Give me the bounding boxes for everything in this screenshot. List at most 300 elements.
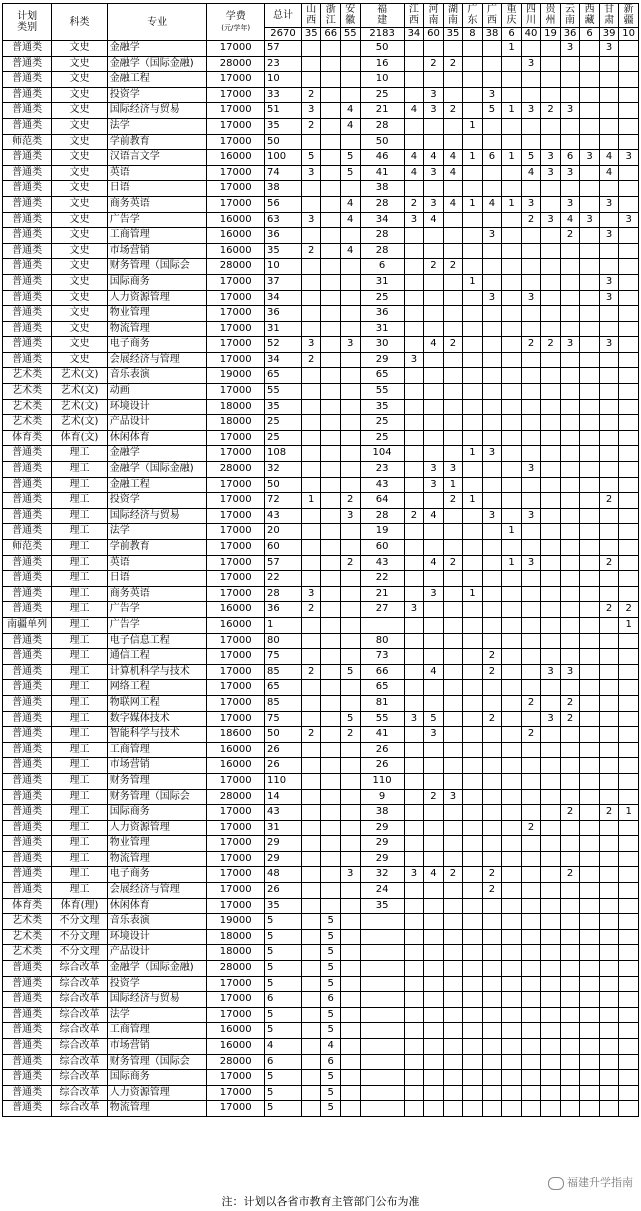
province-cell — [599, 1070, 619, 1086]
province-cell — [580, 680, 600, 696]
province-cell — [404, 992, 424, 1008]
plan-type-cell: 艺术类 — [3, 914, 52, 930]
province-cell — [321, 446, 341, 462]
province-cell — [340, 415, 360, 431]
table-row — [3, 181, 639, 197]
province-cell — [424, 680, 444, 696]
plan-type-cell: 普通类 — [3, 1070, 52, 1086]
total-cell: 26 — [264, 758, 301, 774]
province-cell — [560, 1085, 580, 1101]
plan-type-cell: 普通类 — [3, 961, 52, 977]
major-cell: 物业管理 — [107, 836, 207, 852]
province-cell — [580, 41, 600, 57]
header-plan-type: 计划 类别 — [3, 4, 52, 41]
total-cell: 108 — [264, 446, 301, 462]
province-cell: 2 — [560, 867, 580, 883]
table-row — [3, 758, 639, 774]
province-cell: 5 — [521, 150, 541, 166]
province-cell — [482, 243, 502, 259]
province-cell — [404, 415, 424, 431]
province-cell — [301, 430, 321, 446]
province-cell: 73 — [360, 649, 404, 665]
province-cell: 1 — [443, 477, 463, 493]
province-cell — [404, 742, 424, 758]
province-cell — [443, 883, 463, 899]
fee-cell: 17000 — [207, 836, 265, 852]
header-province: 甘 肃 — [599, 4, 619, 28]
major-cell: 物流管理 — [107, 851, 207, 867]
province-cell: 4 — [424, 337, 444, 353]
table-row — [3, 836, 639, 852]
table-row — [3, 228, 639, 244]
major-cell: 金融学 — [107, 41, 207, 57]
fee-cell: 17000 — [207, 820, 265, 836]
province-cell — [482, 1101, 502, 1117]
total-cell: 51 — [264, 103, 301, 119]
header-province: 安 徽 — [340, 4, 360, 28]
province-cell: 6 — [560, 150, 580, 166]
province-cell: 3 — [599, 196, 619, 212]
province-cell: 35 — [360, 399, 404, 415]
plan-type-cell: 普通类 — [3, 680, 52, 696]
total-cell: 72 — [264, 493, 301, 509]
province-cell — [443, 181, 463, 197]
province-cell — [599, 384, 619, 400]
province-cell — [340, 1054, 360, 1070]
province-cell — [463, 727, 483, 743]
category-cell: 理工 — [52, 851, 107, 867]
province-cell — [541, 695, 561, 711]
province-cell — [360, 617, 404, 633]
province-cell — [482, 1085, 502, 1101]
province-cell: 50 — [360, 134, 404, 150]
province-cell — [580, 571, 600, 587]
total-cell: 100 — [264, 150, 301, 166]
category-cell: 理工 — [52, 758, 107, 774]
table-row — [3, 430, 639, 446]
province-cell — [560, 1007, 580, 1023]
province-cell — [360, 929, 404, 945]
province-cell — [340, 633, 360, 649]
province-cell — [482, 773, 502, 789]
plan-type-cell: 普通类 — [3, 477, 52, 493]
province-cell — [502, 165, 522, 181]
province-cell — [521, 368, 541, 384]
province-cell: 3 — [301, 586, 321, 602]
province-cell: 31 — [360, 274, 404, 290]
province-cell — [301, 446, 321, 462]
province-cell — [619, 290, 639, 306]
category-cell: 文史 — [52, 352, 107, 368]
fee-cell: 28000 — [207, 961, 265, 977]
province-cell — [560, 680, 580, 696]
province-cell — [541, 649, 561, 665]
category-cell: 文史 — [52, 134, 107, 150]
province-cell — [619, 1085, 639, 1101]
province-cell — [599, 851, 619, 867]
total-cell: 34 — [264, 290, 301, 306]
province-cell — [560, 555, 580, 571]
province-cell — [619, 306, 639, 322]
province-cell — [580, 306, 600, 322]
province-cell — [541, 352, 561, 368]
province-cell — [482, 415, 502, 431]
province-cell — [541, 368, 561, 384]
province-cell — [502, 306, 522, 322]
province-cell — [580, 87, 600, 103]
province-cell — [541, 961, 561, 977]
category-cell: 文史 — [52, 212, 107, 228]
province-cell — [502, 1101, 522, 1117]
province-cell — [404, 243, 424, 259]
province-cell — [619, 633, 639, 649]
province-cell: 3 — [443, 789, 463, 805]
province-cell — [340, 259, 360, 275]
province-cell: 31 — [360, 321, 404, 337]
table-row — [3, 571, 639, 587]
province-cell: 23 — [360, 462, 404, 478]
province-cell — [424, 992, 444, 1008]
province-cell — [502, 1070, 522, 1086]
table-row — [3, 196, 639, 212]
admission-plan-table — [2, 3, 639, 1117]
category-cell: 理工 — [52, 805, 107, 821]
province-cell — [619, 1023, 639, 1039]
province-cell — [619, 477, 639, 493]
province-cell — [560, 727, 580, 743]
province-cell — [443, 617, 463, 633]
category-cell: 文史 — [52, 150, 107, 166]
province-cell: 29 — [360, 851, 404, 867]
major-cell: 国际商务 — [107, 274, 207, 290]
total-cell: 48 — [264, 867, 301, 883]
total-cell: 75 — [264, 711, 301, 727]
province-cell — [502, 508, 522, 524]
total-cell: 60 — [264, 540, 301, 556]
province-cell — [424, 1085, 444, 1101]
province-cell — [502, 87, 522, 103]
table-row — [3, 742, 639, 758]
province-cell — [443, 306, 463, 322]
total-cell: 5 — [264, 1101, 301, 1117]
province-cell — [404, 337, 424, 353]
province-cell: 2 — [404, 196, 424, 212]
total-cell: 26 — [264, 742, 301, 758]
province-cell — [599, 711, 619, 727]
category-cell: 理工 — [52, 836, 107, 852]
province-cell — [321, 118, 341, 134]
province-cell: 3 — [560, 337, 580, 353]
province-cell — [301, 228, 321, 244]
province-cell — [502, 961, 522, 977]
plan-type-cell: 普通类 — [3, 805, 52, 821]
province-cell — [619, 945, 639, 961]
province-cell: 5 — [321, 929, 341, 945]
province-cell — [482, 477, 502, 493]
major-cell: 物联网工程 — [107, 695, 207, 711]
table-row — [3, 352, 639, 368]
province-cell — [619, 992, 639, 1008]
major-cell: 投资学 — [107, 976, 207, 992]
province-cell — [599, 586, 619, 602]
header-province: 新 疆 — [619, 4, 639, 28]
province-cell: 3 — [424, 103, 444, 119]
province-cell — [340, 680, 360, 696]
major-cell: 人力资源管理 — [107, 820, 207, 836]
province-cell — [321, 321, 341, 337]
major-cell: 环境设计 — [107, 929, 207, 945]
province-cell: 21 — [360, 586, 404, 602]
major-cell: 物业管理 — [107, 306, 207, 322]
plan-type-cell: 普通类 — [3, 851, 52, 867]
province-cell — [404, 228, 424, 244]
province-cell — [443, 368, 463, 384]
province-cell: 3 — [424, 165, 444, 181]
province-cell: 3 — [541, 664, 561, 680]
province-cell — [502, 727, 522, 743]
category-cell: 体育(文) — [52, 430, 107, 446]
province-cell — [619, 820, 639, 836]
total-cell: 33 — [264, 87, 301, 103]
province-cell — [424, 758, 444, 774]
province-cell — [321, 384, 341, 400]
province-cell — [619, 1054, 639, 1070]
province-cell — [599, 961, 619, 977]
province-cell — [521, 430, 541, 446]
province-cell — [424, 851, 444, 867]
province-cell — [619, 493, 639, 509]
plan-type-cell: 普通类 — [3, 352, 52, 368]
major-cell: 法学 — [107, 118, 207, 134]
plan-type-cell: 艺术类 — [3, 415, 52, 431]
province-cell — [424, 976, 444, 992]
province-cell — [521, 586, 541, 602]
category-cell: 理工 — [52, 508, 107, 524]
province-cell — [424, 633, 444, 649]
province-cell — [580, 633, 600, 649]
province-cell — [482, 758, 502, 774]
province-cell — [599, 758, 619, 774]
plan-type-cell: 普通类 — [3, 87, 52, 103]
province-cell — [619, 883, 639, 899]
fee-cell: 17000 — [207, 680, 265, 696]
province-cell — [502, 446, 522, 462]
total-cell: 75 — [264, 649, 301, 665]
total-cell: 29 — [264, 836, 301, 852]
province-cell — [301, 929, 321, 945]
province-cell — [443, 243, 463, 259]
province-cell — [463, 337, 483, 353]
major-cell: 金融学 — [107, 446, 207, 462]
province-cell: 2 — [443, 867, 463, 883]
province-cell — [580, 181, 600, 197]
province-cell — [619, 976, 639, 992]
province-cell: 41 — [360, 165, 404, 181]
province-cell: 2 — [521, 820, 541, 836]
province-cell: 65 — [360, 368, 404, 384]
province-cell — [521, 617, 541, 633]
total-cell: 38 — [264, 181, 301, 197]
province-cell — [463, 555, 483, 571]
major-cell: 财务管理 — [107, 773, 207, 789]
province-cell — [521, 352, 541, 368]
province-cell — [521, 571, 541, 587]
province-cell — [463, 1070, 483, 1086]
province-cell — [463, 664, 483, 680]
province-cell — [619, 664, 639, 680]
province-cell — [424, 524, 444, 540]
province-cell — [482, 321, 502, 337]
table-row — [3, 961, 639, 977]
province-cell — [463, 243, 483, 259]
province-cell — [321, 243, 341, 259]
major-cell: 法学 — [107, 524, 207, 540]
province-cell — [463, 72, 483, 88]
province-cell — [340, 1101, 360, 1117]
fee-cell: 17000 — [207, 165, 265, 181]
province-cell — [599, 1007, 619, 1023]
province-cell — [580, 524, 600, 540]
province-cell — [463, 1054, 483, 1070]
watermark — [548, 1176, 633, 1190]
province-cell — [580, 602, 600, 618]
province-cell — [502, 1023, 522, 1039]
province-total: 55 — [340, 27, 360, 40]
province-cell — [321, 805, 341, 821]
province-cell — [580, 446, 600, 462]
province-cell: 3 — [521, 555, 541, 571]
province-cell — [541, 134, 561, 150]
province-cell — [340, 368, 360, 384]
table-row — [3, 929, 639, 945]
province-cell — [321, 508, 341, 524]
province-cell — [580, 851, 600, 867]
province-cell — [580, 727, 600, 743]
fee-cell: 17000 — [207, 1007, 265, 1023]
plan-type-cell: 普通类 — [3, 867, 52, 883]
province-cell — [502, 664, 522, 680]
major-cell: 财务管理（国际会 — [107, 789, 207, 805]
province-cell: 104 — [360, 446, 404, 462]
province-cell — [321, 196, 341, 212]
province-cell — [560, 914, 580, 930]
province-cell — [560, 586, 580, 602]
province-cell — [599, 914, 619, 930]
province-cell — [321, 430, 341, 446]
province-cell — [521, 1054, 541, 1070]
province-cell — [502, 680, 522, 696]
major-cell: 金融学（国际金融) — [107, 56, 207, 72]
province-cell — [301, 524, 321, 540]
province-cell — [463, 103, 483, 119]
province-cell — [560, 493, 580, 509]
province-cell — [560, 773, 580, 789]
province-cell — [463, 914, 483, 930]
province-cell: 2 — [482, 711, 502, 727]
province-cell: 2 — [301, 243, 321, 259]
table-row — [3, 524, 639, 540]
province-cell — [560, 118, 580, 134]
fee-cell: 17000 — [207, 976, 265, 992]
province-cell — [463, 805, 483, 821]
province-cell — [301, 540, 321, 556]
province-cell — [502, 399, 522, 415]
province-cell — [619, 134, 639, 150]
province-cell: 4 — [599, 165, 619, 181]
province-cell — [619, 415, 639, 431]
province-cell — [482, 72, 502, 88]
header-province: 重 庆 — [502, 4, 522, 28]
province-cell — [580, 1085, 600, 1101]
plan-type-cell: 普通类 — [3, 56, 52, 72]
province-cell — [321, 742, 341, 758]
province-cell — [541, 773, 561, 789]
province-cell — [560, 976, 580, 992]
province-cell — [340, 929, 360, 945]
province-cell — [502, 352, 522, 368]
province-cell — [301, 1101, 321, 1117]
category-cell: 理工 — [52, 477, 107, 493]
province-cell — [541, 555, 561, 571]
major-cell: 广告学 — [107, 212, 207, 228]
province-cell — [321, 836, 341, 852]
province-cell: 41 — [360, 727, 404, 743]
table-row — [3, 555, 639, 571]
province-cell — [321, 306, 341, 322]
category-cell: 文史 — [52, 72, 107, 88]
province-cell — [404, 306, 424, 322]
province-cell — [443, 446, 463, 462]
province-cell — [599, 633, 619, 649]
province-cell — [482, 1054, 502, 1070]
total-cell: 85 — [264, 664, 301, 680]
province-cell — [404, 1023, 424, 1039]
province-cell — [340, 352, 360, 368]
province-cell — [502, 649, 522, 665]
category-cell: 理工 — [52, 633, 107, 649]
province-cell — [619, 898, 639, 914]
table-body — [3, 41, 639, 1117]
province-cell — [404, 399, 424, 415]
province-cell — [340, 446, 360, 462]
province-cell — [404, 820, 424, 836]
province-cell — [463, 540, 483, 556]
province-cell — [580, 664, 600, 680]
province-cell — [321, 586, 341, 602]
province-total: 6 — [502, 27, 522, 40]
province-cell — [521, 306, 541, 322]
province-cell — [521, 259, 541, 275]
province-cell — [443, 415, 463, 431]
table-row — [3, 384, 639, 400]
province-cell — [404, 633, 424, 649]
province-cell — [619, 742, 639, 758]
province-cell — [424, 695, 444, 711]
total-cell: 65 — [264, 680, 301, 696]
province-cell — [502, 118, 522, 134]
plan-type-cell: 师范类 — [3, 540, 52, 556]
province-cell: 2 — [482, 883, 502, 899]
table-row — [3, 773, 639, 789]
province-cell — [463, 1007, 483, 1023]
total-cell: 56 — [264, 196, 301, 212]
province-cell: 2 — [424, 56, 444, 72]
plan-type-cell: 普通类 — [3, 524, 52, 540]
province-cell — [404, 1054, 424, 1070]
category-cell: 文史 — [52, 181, 107, 197]
table-row — [3, 446, 639, 462]
province-cell — [424, 41, 444, 57]
